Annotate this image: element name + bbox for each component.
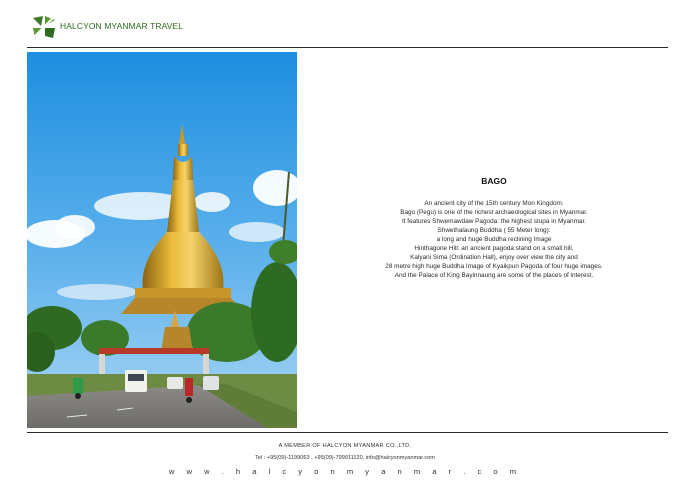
member-note: A MEMBER OF HALCYON MYANMAR CO.,LTD. [278, 443, 412, 449]
header-divider [27, 47, 668, 48]
pagoda-photo [27, 52, 297, 428]
article-title: BAGO [481, 176, 507, 186]
page-header [0, 0, 690, 48]
halcyon-logo-icon [31, 14, 57, 40]
description-line: Kalyani Sima (Ordination Hall), enjoy over view the city and [410, 254, 578, 261]
description-line: And the Palace of King Bayinnaung are some of the places of interest. [394, 272, 594, 279]
contact-info: Tel : +95(09)-1199063 , +95(09)-799911120, info@halcyonmyanmar.com [255, 455, 435, 461]
description-line: Bago (Pegu) is one of the richest archaeological sites in Myanmar. [400, 209, 588, 216]
description-line: 28 metre high huge Buddha Image of Kyaikpun Pagoda of four huge images. [385, 263, 603, 270]
destination-description [300, 176, 688, 280]
description-line: Shwethalaung Buddha ( 55 Meter long): [437, 227, 551, 234]
description-line: It features Shwemawdaw Pagoda: the highest stupa in Myanmar. [401, 218, 586, 225]
website-url: w w w . h a l c y o n m y a n m a r . c o m [168, 467, 522, 476]
footer-divider [27, 432, 668, 433]
description-line: An ancient city of the 15th century Mon Kingdom. [424, 200, 564, 207]
description-line: Hinthagone Hill: an ancient pagoda stand on a small hill. [414, 245, 574, 252]
brand-name: HALCYON MYANMAR TRAVEL [60, 21, 184, 31]
page-footer [0, 443, 690, 476]
description-line: a long and huge Buddha reclining Image [436, 236, 552, 243]
